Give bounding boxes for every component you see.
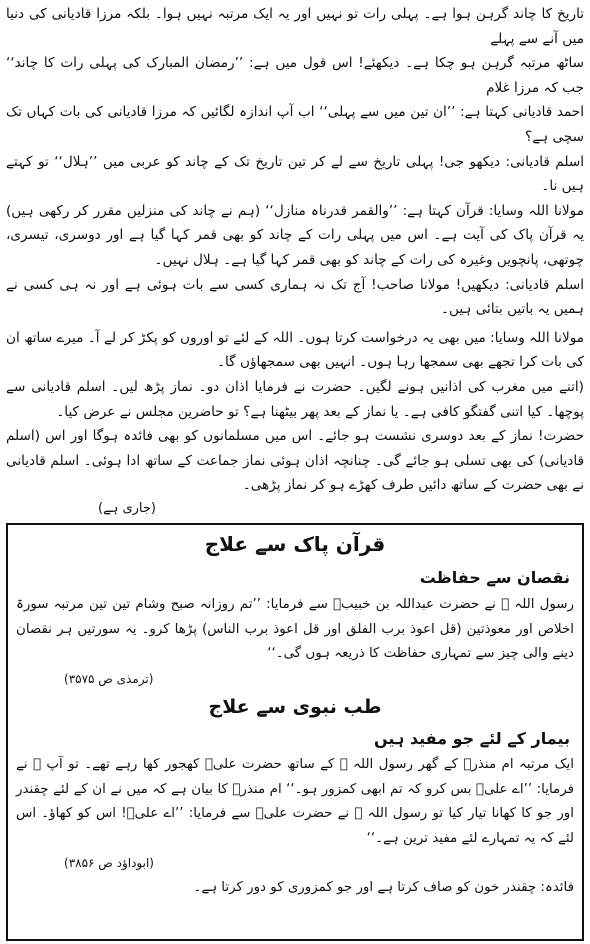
aslam-quote-1: اسلم قادیانی: دیکھو جی! پہلی تاریخ سے لے کر تین تاریخ تک کے چاند کو عربی میں ’’ہلال‘‘ تو کہتے ہیں نا۔ [6,153,584,195]
section1-body: رسول اللہ ﷺ نے حضرت عبداللہ بن خبیبؓ سے فرمایا: ’’تم روزانہ صبح وشام تین تین مرتبہ سورۃ اخلاص اور معوذتین (قل اعوذ برب الفلق اور قل اعوذ برب الناس) پڑھا کرو۔ یہ سورتیں ہر نقصان دینے والی چیز سے تمہاری حفاظت کا ذریعہ ہوں گی۔‘‘ [16,597,574,661]
continued-label: (جاری ہے) [98,500,156,516]
maghrib-paragraph: (اتنے میں مغرب کی اذانیں ہونے لگیں۔ حضرت نے فرمایا اذان دو۔ نماز پڑھ لیں۔ اسلم قادیانی سے پوچھا۔ کیا اتنی گفتگو کافی ہے۔ یا نماز کے بعد پھر بیٹھنا ہے؟ تو حاضرین مجلس نے عرض کیا۔ [6,378,584,420]
article-line-1: تاریخ کا چاند گرہن ہوا ہے۔ پہلی رات تو نہیں اور یہ ایک مرتبہ نہیں ہوا۔ بلکہ مرزا قادیانی کی دنیا میں آنے سے پہلے [6,6,584,47]
remedies-box [6,523,584,941]
section2-benefit: فائدہ: چقندر خون کو صاف کرتا ہے اور جو کمزوری کو دور کرتا ہے۔ [193,879,574,895]
maulana-quote-2: مولانا اللہ وسایا: میں بھی یہ درخواست کرتا ہوں۔ اللہ کے لئے تو اوروں کو پکڑ کر لے آ۔ میرے ساتھ ان کی بات کرا تجھے بھی سمجھا رہا ہوں۔ انہیں بھی سمجھاؤں گا۔ [6,329,584,371]
section2-body: ایک مرتبہ ام منذرؓ کے گھر رسول اللہ ﷺ کے ساتھ حضرت علیؓ کھجور کھا رہے تھے۔ تو آپ ﷺ نے فرمایا: ’’اے علیؓ بس کرو کہ تم ابھی کمزور ہو۔‘‘ ام منذرؓ کا بیان ہے کہ میں نے ان کے لئے چقندر اور جو کا کھانا تیار کیا تو رسول اللہ ﷺ نے حضرت علیؓ سے فرمایا: ’’اے علیؓ! اس کو کھاؤ۔ اس لئے کہ یہ تمہارے لئے مفید ترین ہے۔‘‘ [16,757,574,846]
article [6,2,584,520]
section1-reference: (ترمذی ص ۳۵۷۵) [64,671,154,686]
maulana-quote-1: مولانا اللہ وسایا: قرآن کہتا ہے: ’’والقمر قدرناہ منازل‘‘ (ہم نے چاند کی منزلیں مقرر کر رکھی ہیں) یہ قرآن پاک کی آیت ہے۔ اس میں پہلی رات کے چاند کو بھی قمر کہا گیا ہے اور دوسری، تیسری، چوتھی، پانچویں وغیرہ کی رات کے چاند کو بھی قمر کہا گیا ہے۔ ہلال نہیں۔ [6,202,584,268]
section1-heading: نقصان سے حفاظت [419,568,570,587]
aslam-quote-2: اسلم قادیانی: دیکھیں! مولانا صاحب! آج تک نہ ہماری کسی سے بات ہوئی ہے اور نہ ہی کسی نے ہمیں یہ باتیں بتائی ہیں۔ [6,276,584,318]
section2-reference: (ابوداؤد ص ۳۸۵۶) [64,856,154,870]
hazrat-paragraph: حضرت! نماز کے بعد دوسری نشست ہو جائے۔ اس میں مسلمانوں کو بھی فائدہ ہوگا اور اس (اسلم قادیانی) کی بھی تسلی ہو جائے گی۔ چنانچہ اذان ہوئی نماز جماعت کے ساتھ ادا ہوئی۔ اسلم قادیانی نے بھی حضرت کے ساتھ دائیں طرف کھڑے ہو کر نماز پڑھی۔ [6,428,584,494]
section2-heading: بیمار کے لئے جو مفید ہیں [374,729,570,748]
box-title-2: طب نبوی سے علاج [208,696,382,718]
article-line-3: احمد قادیانی کہتا ہے: ’’ان تین میں سے پہلی‘‘ اب آپ اندازہ لگائیں کہ مرزا قادیانی کی بات کہاں تک سچی ہے؟ [6,104,584,145]
box-title: قرآن پاک سے علاج [204,532,386,556]
article-line-2: ساٹھ مرتبہ گرہن ہو چکا ہے۔ دیکھئے! اس قول میں ہے: ’’رمضان المبارک کی پہلی رات کا چاند‘‘ جب کہ مرزا غلام [6,55,584,96]
